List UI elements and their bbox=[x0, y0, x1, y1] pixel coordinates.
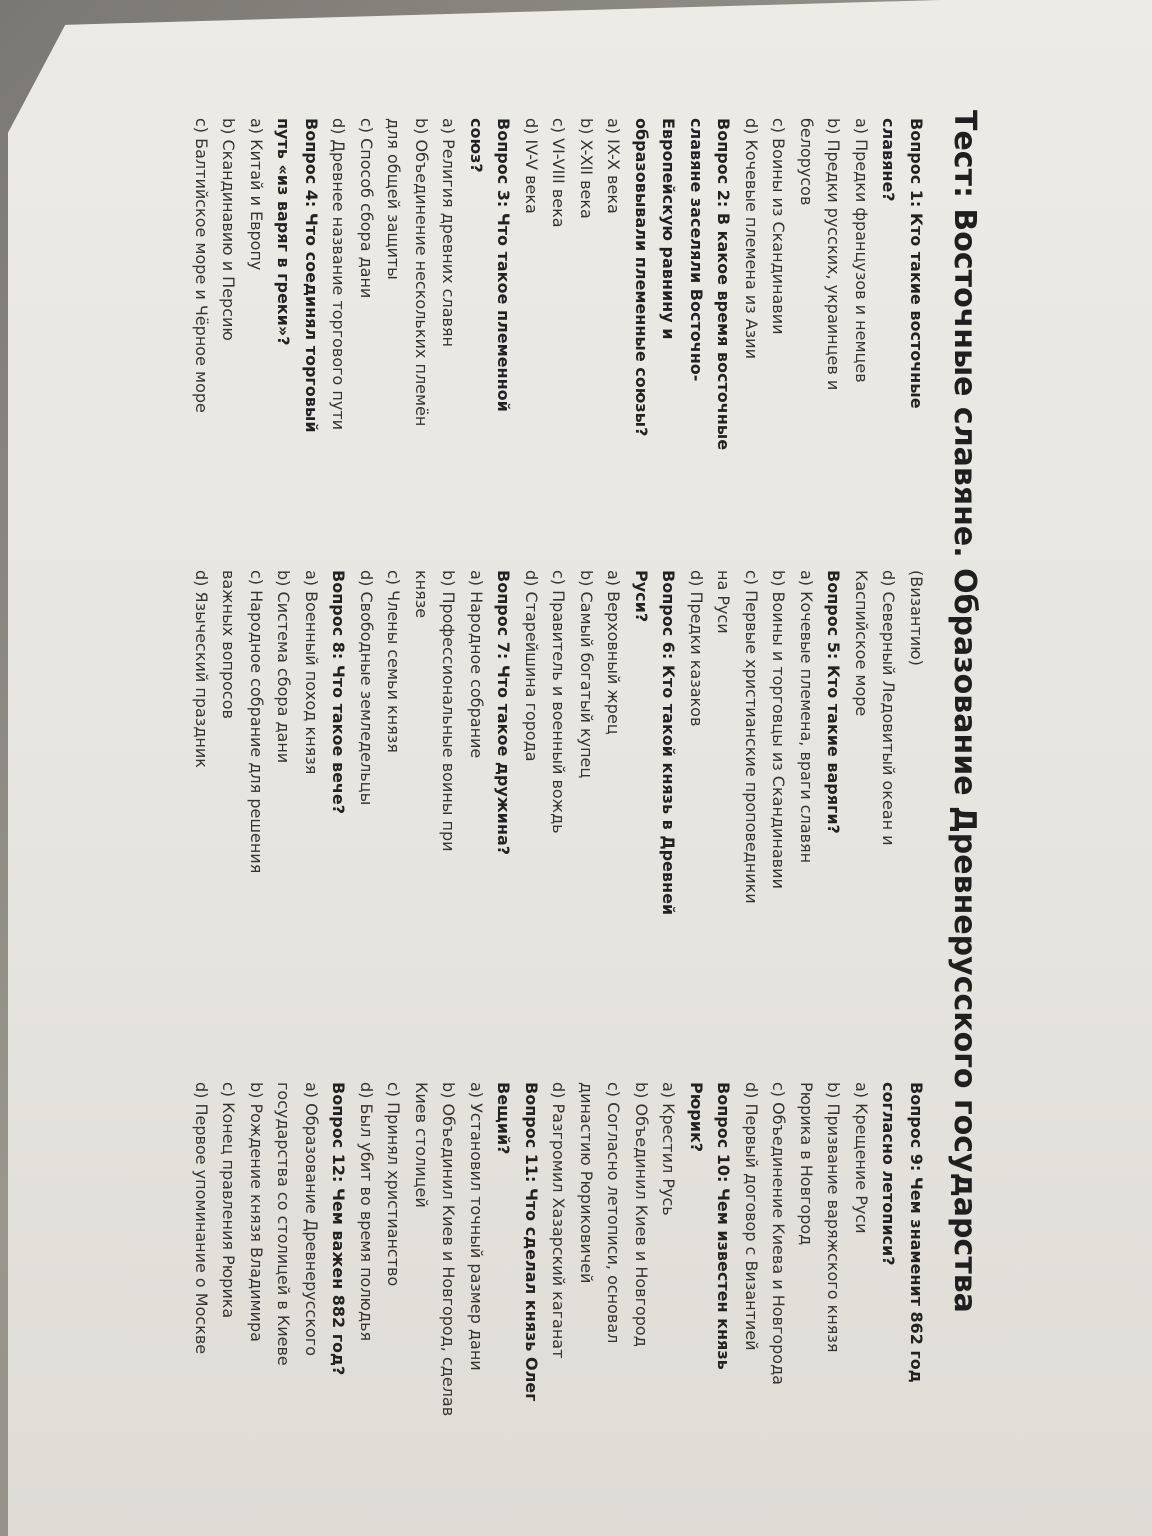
answer-line: a) Религия древних славян bbox=[439, 118, 459, 348]
answer-line: d) Старейшина города bbox=[522, 570, 541, 762]
answer-line: a) Крещение Руси bbox=[852, 1082, 871, 1234]
question-line: Вопрос 12: Чем важен 882 год? bbox=[329, 1082, 349, 1376]
answer-line: на Руси bbox=[714, 570, 734, 634]
answer-line: c) Принял христианство bbox=[384, 1082, 404, 1287]
answer-line: Каспийское море bbox=[852, 570, 871, 717]
answer-line: a) Военный поход князя bbox=[302, 570, 321, 775]
question-line: Вопрос 4: Что соединял торговый bbox=[302, 118, 321, 433]
question-line: Европейскую равнину и bbox=[659, 118, 679, 340]
answer-line: b) Рождение князя Владимира bbox=[247, 1082, 266, 1342]
question-line: Руси? bbox=[632, 570, 651, 623]
answer-line: c) VI-VIII века bbox=[549, 118, 569, 228]
question-line: согласно летописи? bbox=[879, 1082, 899, 1266]
answer-line: c) Способ сбора дани bbox=[357, 118, 376, 299]
column-1 bbox=[188, 118, 931, 478]
question-line: Вопрос 2: В какое время восточные bbox=[714, 118, 734, 451]
question-line: Вопрос 3: Что такое племенной bbox=[494, 118, 514, 412]
question-line: образовывали племенные союзы? bbox=[632, 118, 651, 437]
answer-line: c) Балтийское море и Чёрное море bbox=[192, 118, 211, 413]
answer-line: c) Воины из Скандинавии bbox=[769, 118, 789, 335]
column-3 bbox=[188, 1082, 931, 1462]
answer-line: b) Объединил Киев и Новгород, сделав bbox=[439, 1082, 459, 1417]
answer-line: a) Установил точный размер дани bbox=[467, 1082, 486, 1371]
answer-line: для общей защиты bbox=[384, 118, 404, 280]
column-2 bbox=[188, 570, 931, 930]
answer-line: d) Древнее название торгового пути bbox=[329, 118, 349, 431]
answer-line: князе bbox=[412, 570, 431, 619]
question-line: Вопрос 10: Чем известен князь bbox=[714, 1082, 734, 1370]
answer-line: b) Объединение нескольких племён bbox=[412, 118, 431, 427]
question-line: Вопрос 9: Чем знаменит 862 год bbox=[907, 1082, 926, 1383]
answer-line: a) Народное собрание bbox=[467, 570, 486, 759]
question-line: путь «из варяг в греки»? bbox=[274, 118, 294, 346]
question-line: Вопрос 6: Кто такой князь в Древней bbox=[659, 570, 679, 916]
answer-line: c) Объединение Киева и Новгорода bbox=[769, 1082, 789, 1385]
answer-line: белорусов bbox=[797, 118, 816, 206]
answer-line: b) Воины и торговцы из Скандинавии bbox=[769, 570, 789, 889]
document-title: Тест: Восточные славяне. Образование Древнерусского государства bbox=[947, 110, 982, 1313]
answer-line: b) Система сбора дани bbox=[274, 570, 294, 764]
question-line: Вопрос 7: Что такое дружина? bbox=[494, 570, 514, 856]
answer-line: a) Предки французов и немцев bbox=[852, 118, 871, 383]
question-line: славяне заселяли Восточно- bbox=[687, 118, 706, 382]
answer-line: c) Народное собрание для решения bbox=[247, 570, 266, 874]
answer-line: b) Призвание варяжского князя bbox=[824, 1082, 844, 1353]
answer-line: a) Верховный жрец bbox=[604, 570, 624, 735]
answer-line: b) Предки русских, украинцев и bbox=[824, 118, 844, 391]
answer-line: d) Северный Ледовитый океан и bbox=[879, 570, 899, 846]
answer-line: b) Профессиональные воины при bbox=[439, 570, 459, 852]
answer-line: c) Правитель и военный вождь bbox=[549, 570, 569, 834]
answer-line: d) IV-V века bbox=[522, 118, 541, 214]
answer-line: b) X-XII века bbox=[577, 118, 596, 219]
answer-line: a) Китай и Европу bbox=[247, 118, 266, 271]
answer-line: важных вопросов bbox=[219, 570, 239, 719]
answer-line: b) Объединил Киев и Новгород bbox=[632, 1082, 651, 1347]
question-line: Вещий? bbox=[494, 1082, 514, 1155]
answer-line: государства со столицей в Киеве bbox=[274, 1082, 294, 1366]
answer-line: d) Разгромил Хазарский каганат bbox=[549, 1082, 569, 1359]
answer-line: a) Образование Древнерусского bbox=[302, 1082, 321, 1356]
answer-line: d) Первый договор с Византией bbox=[742, 1082, 761, 1351]
question-line: Рюрик? bbox=[687, 1082, 706, 1153]
answer-line: d) Был убит во время полюдья bbox=[357, 1082, 376, 1342]
answer-line: (Византию) bbox=[907, 570, 926, 666]
answer-line: a) Крестил Русь bbox=[659, 1082, 679, 1216]
question-line: Вопрос 1: Кто такие восточные bbox=[907, 118, 926, 409]
answer-line: b) Самый богатый купец bbox=[577, 570, 596, 779]
answer-line: c) Первые христианские проповедники bbox=[742, 570, 761, 904]
answer-line: c) Конец правления Рюрика bbox=[219, 1082, 239, 1319]
question-line: Вопрос 5: Кто такие варяги? bbox=[824, 570, 844, 834]
answer-line: d) Предки казаков bbox=[687, 570, 706, 727]
answer-line: a) Кочевые племена, враги славян bbox=[797, 570, 816, 864]
question-line: союз? bbox=[467, 118, 486, 173]
question-line: Вопрос 11: Что сделал князь Олег bbox=[522, 1082, 541, 1402]
answer-line: Киев столицей bbox=[412, 1082, 431, 1208]
answer-line: c) Члены семьи князя bbox=[384, 570, 404, 753]
answer-line: a) IX-X века bbox=[604, 118, 624, 214]
answer-line: d) Первое упоминание о Москве bbox=[192, 1082, 211, 1355]
answer-line: Рюрика в Новгород bbox=[797, 1082, 816, 1246]
answer-line: d) Кочевые племена из Азии bbox=[742, 118, 761, 359]
answer-line: c) Согласно летописи, основал bbox=[604, 1082, 624, 1344]
answer-line: династию Рюриковичей bbox=[577, 1082, 596, 1284]
question-line: славяне? bbox=[879, 118, 899, 202]
question-line: Вопрос 8: Что такое вече? bbox=[329, 570, 349, 815]
answer-line: b) Скандинавию и Персию bbox=[219, 118, 239, 341]
answer-line: d) Свободные земледельцы bbox=[357, 570, 376, 806]
answer-line: d) Языческий праздник bbox=[192, 570, 211, 768]
